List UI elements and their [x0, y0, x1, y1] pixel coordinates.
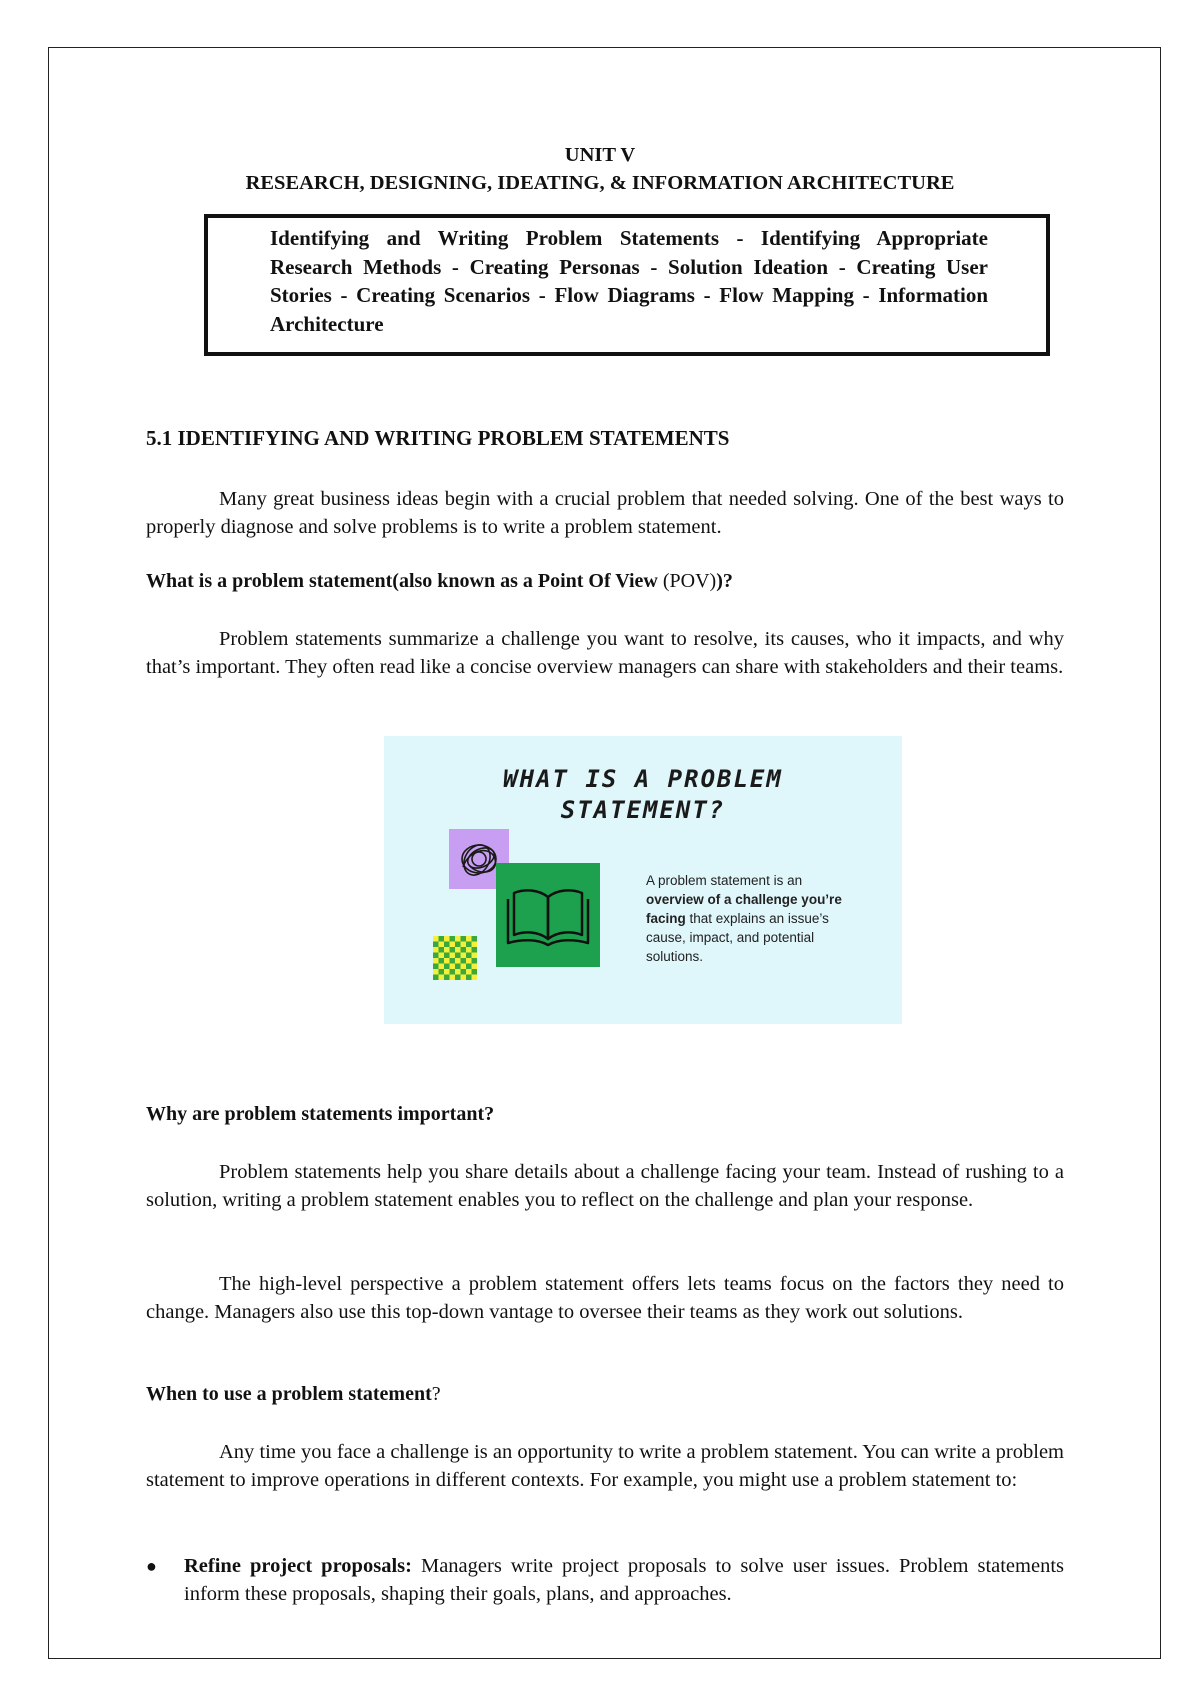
figure-title-line1: WHAT IS A PROBLEM — [503, 765, 783, 793]
importance-paragraph — [146, 1158, 1064, 1214]
open-book-icon — [496, 863, 600, 967]
bullet-body: Managers write project proposals to solve user issues. Problem statements inform these proposals, shaping their goals, plans, and approaches. — [184, 1555, 1065, 1605]
question-when-bold: When to use a problem statement — [146, 1383, 432, 1405]
question-what-is-bold: What is a problem statement(also known as a Point Of View — [146, 570, 658, 592]
definition-text: Problem statements summarize a challenge you want to resolve, its causes, who it impacts, and why that’s important. They often read like a concise overview managers can share with stakeholders and their teams. — [146, 628, 1064, 678]
unit-title: RESEARCH, DESIGNING, IDEATING, & INFORMATION ARCHITECTURE — [245, 172, 955, 194]
figure-title-line2: STATEMENT? — [560, 796, 726, 824]
importance-text: Problem statements help you share details about a challenge facing your team. Instead of rushing to a solution, writing a problem statement enables you to reflect on the challenge and plan your response. — [146, 1161, 1064, 1211]
section-heading: 5.1 IDENTIFYING AND WRITING PROBLEM STATEMENTS — [146, 426, 730, 450]
figure-desc-start: A problem statement is an — [646, 873, 803, 888]
usage-paragraph — [146, 1438, 1064, 1494]
perspective-text: The high-level perspective a problem statement offers lets teams focus on the factors they need to change. Managers also use this top-down vantage to oversee their teams as they work out solutions. — [146, 1273, 1064, 1323]
question-why-important: Why are problem statements important? — [146, 1103, 495, 1125]
figure-title — [384, 764, 902, 826]
question-what-is-pov: (POV) — [657, 570, 717, 592]
question-when-end: ? — [431, 1383, 441, 1405]
bullet-text — [184, 1552, 1064, 1608]
checker-pattern — [433, 936, 477, 980]
question-what-is-end: )? — [716, 570, 733, 592]
figure-description — [646, 871, 846, 966]
definition-paragraph — [146, 625, 1064, 681]
problem-statement-figure — [384, 736, 902, 1024]
question-what-is — [146, 570, 733, 593]
usage-text: Any time you face a challenge is an opportunity to write a problem statement. You can write a problem statement to improve operations in different contexts. For example, you might use a problem statement to: — [146, 1441, 1064, 1491]
figure-desc-end: that explains an issue’s cause, impact, and potential solutions. — [646, 911, 829, 964]
perspective-paragraph — [146, 1270, 1064, 1326]
unit-number: UNIT V — [564, 144, 636, 166]
intro-paragraph — [146, 485, 1064, 541]
intro-text: Many great business ideas begin with a crucial problem that needed solving. One of the best ways to properly diagnose and solve problems is to write a problem statement. — [146, 488, 1064, 538]
question-when-to-use — [146, 1383, 441, 1406]
figure-desc-bold: overview of a challenge you’re facing — [646, 892, 842, 926]
bullet-dot: ● — [146, 1556, 157, 1576]
topics-list: Identifying and Writing Problem Statements - Identifying Appropriate Research Methods - Creating Personas - Solution Ideation - Creating User Stories - Creating Scenarios - Flow Diagrams - Flow Mapping - Information Architecture — [270, 226, 988, 336]
bullet-lead: Refine project proposals: — [184, 1555, 412, 1577]
